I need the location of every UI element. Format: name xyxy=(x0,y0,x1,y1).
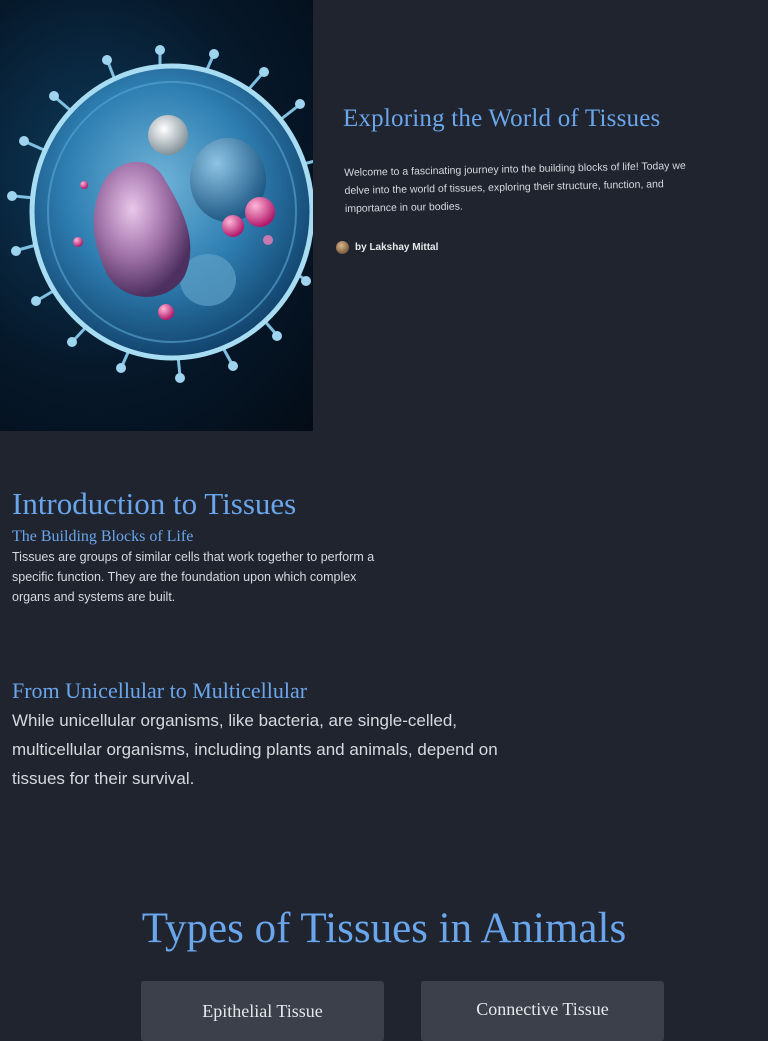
intro-subtitle: The Building Blocks of Life xyxy=(12,528,194,545)
unicellular-text: While unicellular organisms, like bacteria, are single-celled, multicellular organisms, including plants and animals, depend on tissues for their survival. xyxy=(12,711,498,788)
unicellular-title: From Unicellular to Multicellular xyxy=(12,678,308,703)
intro-title: Introduction to Tissues xyxy=(12,486,297,521)
cell-illustration-graphic xyxy=(0,0,313,431)
intro-text: Tissues are groups of similar cells that work together to perform a specific function. They are the foundation upon which complex organs and systems are built. xyxy=(12,550,375,604)
hero-title: Exploring the World of Tissues xyxy=(343,105,661,132)
types-title: Types of Tissues in Animals xyxy=(141,905,627,952)
author-name: by Lakshay Mittal xyxy=(355,242,439,253)
cell-illustration xyxy=(0,0,313,431)
card-label: Epithelial Tissue xyxy=(202,1001,323,1021)
hero-description: Welcome to a fascinating journey into the building blocks of life! Today we delve into the world of tissues, exploring their structure, function, and importance in our bodies. xyxy=(344,159,686,215)
author-byline xyxy=(336,241,438,254)
card-epithelial-tissue[interactable] xyxy=(141,981,384,1041)
card-connective-tissue[interactable] xyxy=(421,981,664,1041)
avatar xyxy=(336,241,349,254)
card-label: Connective Tissue xyxy=(476,999,609,1019)
